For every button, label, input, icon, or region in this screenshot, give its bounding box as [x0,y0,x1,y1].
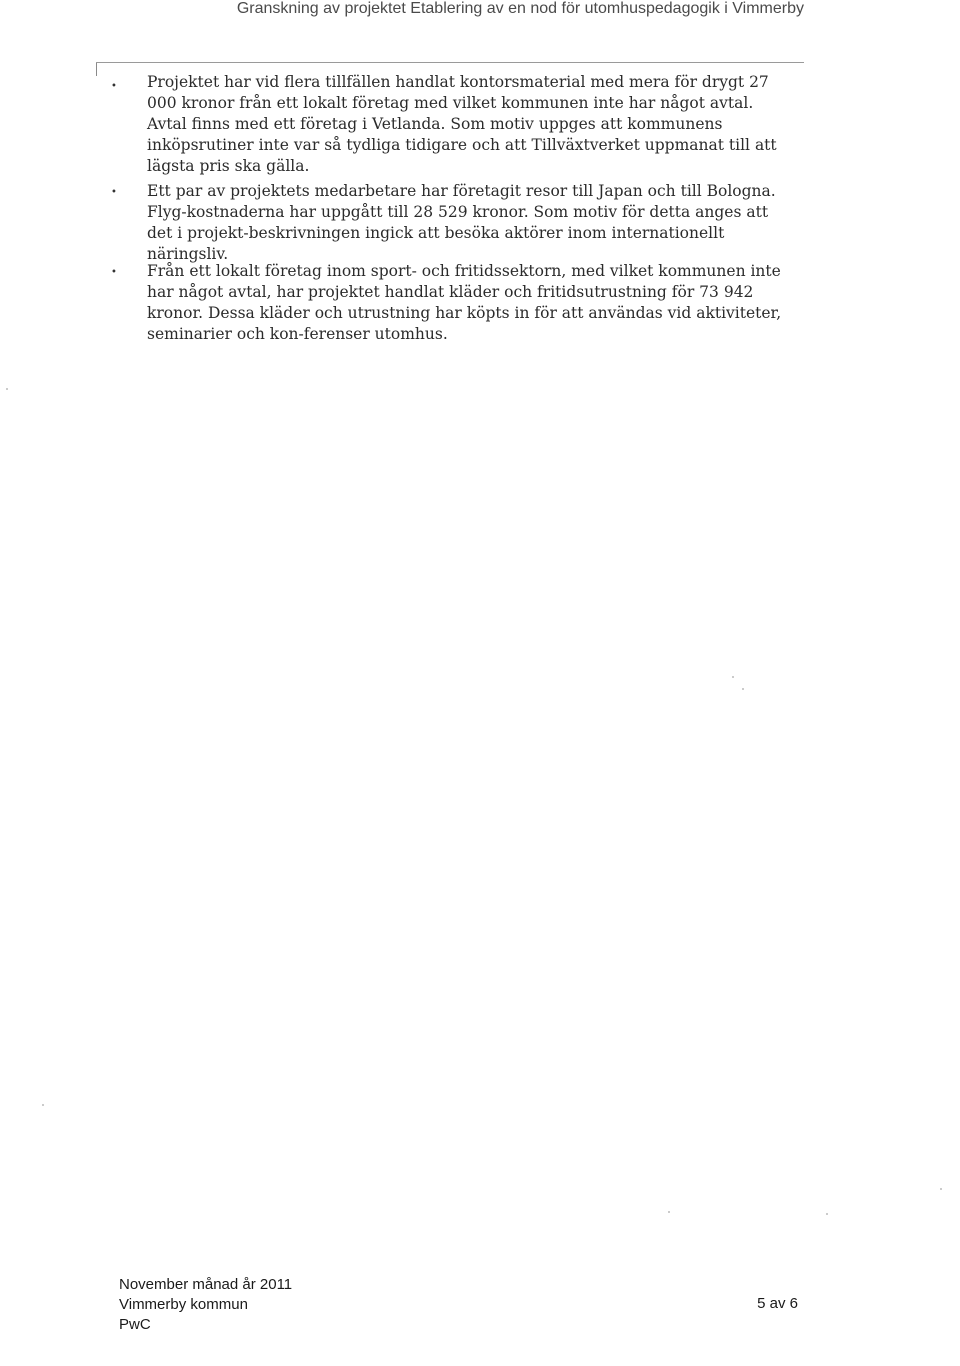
scan-speck [6,388,8,390]
scan-speck [668,1211,670,1213]
scan-speck [742,688,744,690]
corner-mark-vertical [96,62,97,76]
footer-date: November månad år 2011 [119,1276,293,1293]
footer-firm: PwC [119,1316,151,1333]
bullet-text: Ett par av projektets medarbetare har företagit resor till Japan och till Bologna. Flyg-kostnaderna har uppgått till 28 529 kronor. Som motiv för detta anges att det i projekt-beskrivningen ingick att besöka aktörer inom internationellt näringsliv. [147,182,776,263]
bullet-text: Projektet har vid flera tillfällen handlat kontorsmaterial med mera för drygt 27 000 kronor från ett lokalt företag med vilket kommunen inte har något avtal. Avtal finns med ett företag i Vetlanda. Som motiv uppges att kommunens inköpsrutiner inte var så tydliga tidigare och att Tillväxtverket uppmanat till att lägsta pris ska gälla. [147,73,777,175]
header-rule [96,62,804,63]
bullet-text: Från ett lokalt företag inom sport- och fritidssektorn, med vilket kommunen inte har något avtal, har projektet handlat kläder och fritidsutrustning för 73 942 kronor. Dessa kläder och utrustning har köpts in för att användas vid aktiviteter, seminarier och kon-ferenser utomhus. [147,262,782,343]
bullet-marker-icon: • [111,187,117,198]
page-number: 5 av 6 [757,1295,798,1312]
page-footer [119,1275,292,1335]
scan-speck [732,676,734,678]
scan-speck [826,1213,828,1215]
bullet-marker-icon: • [111,267,117,278]
bullet-marker-icon: • [111,81,117,92]
scan-speck [940,1188,942,1190]
scan-speck [42,1104,44,1106]
footer-organization: Vimmerby kommun [119,1296,248,1313]
page-header: Granskning av projektet Etablering av en nod för utomhuspedagogik i Vimmerby [236,0,804,17]
